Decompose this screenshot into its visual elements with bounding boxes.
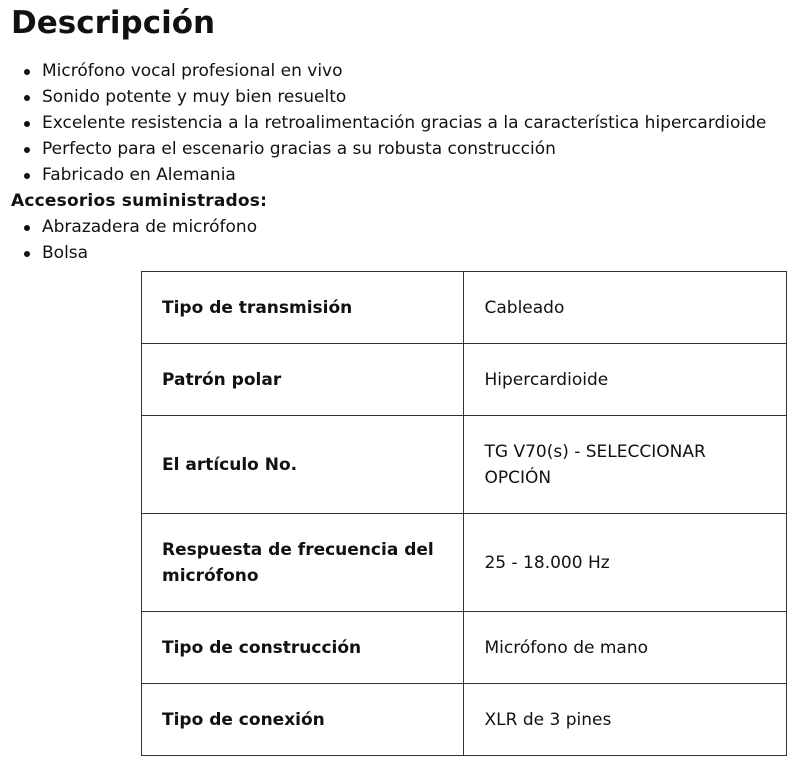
accessory-item: Bolsa	[42, 240, 257, 266]
accessory-item: Abrazadera de micrófono	[42, 214, 257, 240]
feature-list	[42, 58, 766, 188]
spec-row	[142, 684, 787, 756]
accessories-heading: Accesorios suministrados:	[11, 191, 268, 211]
spec-label: Tipo de conexión	[142, 684, 464, 756]
spec-row	[142, 612, 787, 684]
feature-item: Excelente resistencia a la retroalimentación gracias a la característica hipercardioide	[42, 110, 766, 136]
feature-item: Micrófono vocal profesional en vivo	[42, 58, 766, 84]
spec-row	[142, 416, 787, 514]
spec-value: 25 - 18.000 Hz	[464, 514, 787, 612]
spec-label: Respuesta de frecuencia del micrófono	[142, 514, 464, 612]
spec-value: Hipercardioide	[464, 344, 787, 416]
feature-item: Perfecto para el escenario gracias a su robusta construcción	[42, 136, 766, 162]
spec-value: Cableado	[464, 272, 787, 344]
spec-row	[142, 344, 787, 416]
spec-value: Micrófono de mano	[464, 612, 787, 684]
spec-label: Patrón polar	[142, 344, 464, 416]
spec-value: XLR de 3 pines	[464, 684, 787, 756]
spec-row	[142, 514, 787, 612]
accessories-list	[42, 214, 257, 266]
spec-label: El artículo No.	[142, 416, 464, 514]
description-title: Descripción	[11, 5, 216, 41]
spec-value: TG V70(s) - SELECCIONAR OPCIÓN	[464, 416, 787, 514]
feature-item: Fabricado en Alemania	[42, 162, 766, 188]
specs-table	[141, 271, 787, 756]
spec-label: Tipo de construcción	[142, 612, 464, 684]
spec-label: Tipo de transmisión	[142, 272, 464, 344]
feature-item: Sonido potente y muy bien resuelto	[42, 84, 766, 110]
spec-row	[142, 272, 787, 344]
